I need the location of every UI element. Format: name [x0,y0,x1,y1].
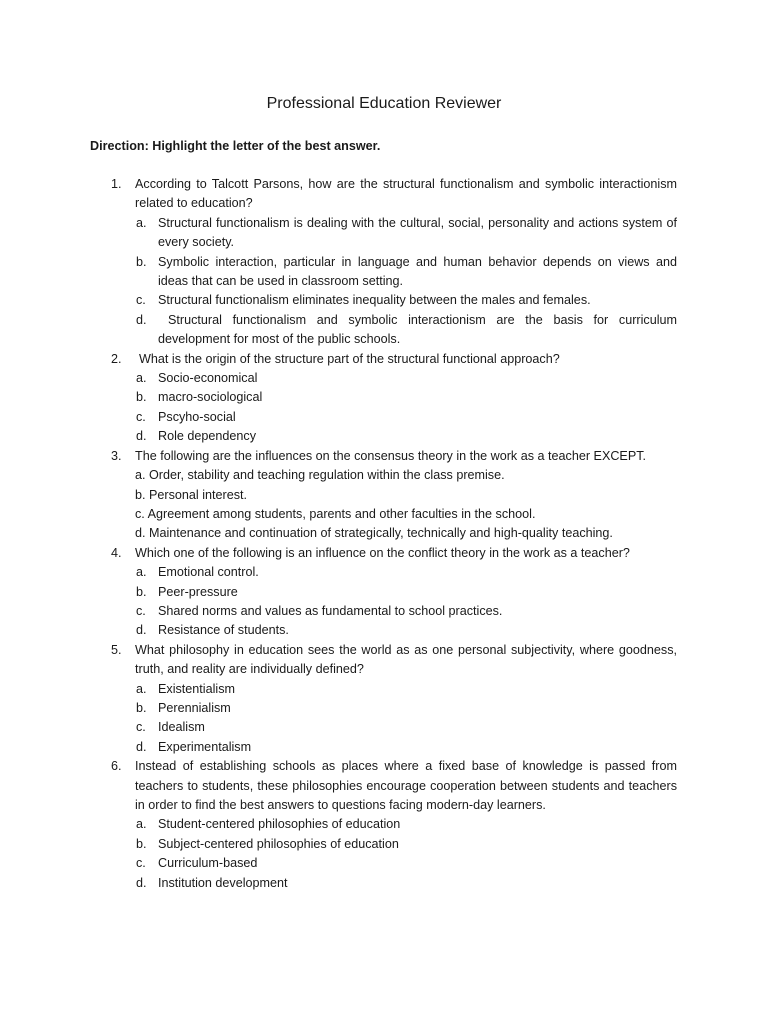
question-1 [111,175,677,214]
option-item [136,835,677,854]
option-letter: a. [136,817,147,832]
option-text: Curriculum-based [158,856,258,871]
option-letter: a. [136,371,147,386]
option-item [136,408,677,427]
option-text: Experimentalism [158,739,252,754]
question-list [0,175,768,893]
option-letter: b. [136,254,147,269]
option-item [136,621,677,640]
option-item [136,854,677,873]
option-item [136,563,677,582]
question-number: 6. [111,759,122,774]
option-item [136,718,677,737]
option-text: Perennialism [158,700,231,715]
option-text: Pscyho-social [158,409,236,424]
question-number: 5. [111,642,122,657]
option-item: a. Order, stability and teaching regulation within the class premise. [135,468,505,483]
option-text: Idealism [158,720,205,735]
option-item [136,815,677,834]
question-number: 2. [111,351,122,366]
option-letter: b. [136,390,147,405]
option-text: Structural functionalism and symbolic interactionism are the basis for curriculum development for most of the public schools. [158,312,677,347]
option-text: Existentialism [158,681,235,696]
question-number: 3. [111,448,122,463]
option-letter: d. [136,875,147,890]
option-item [136,214,677,253]
option-letter: c. [136,409,146,424]
question-text: Which one of the following is an influence on the conflict theory in the work as a teacher? [135,545,630,560]
option-letter: c. [136,720,146,735]
option-item [136,680,677,699]
option-letter: a. [136,681,147,696]
option-item [136,583,677,602]
question-number: 1. [111,177,122,191]
option-letter: a. [136,215,147,230]
option-text: Role dependency [158,429,257,444]
question-text: Instead of establishing schools as places where a fixed base of knowledge is passed from teachers to students, these philosophies encourage cooperation between students and teachers in order to find the best answers to questions facing modern-day learners. [135,759,677,812]
option-item [136,874,677,893]
option-text: Subject-centered philosophies of education [158,836,399,851]
option-item [136,253,677,292]
option-text: macro-sociological [158,390,263,405]
question-text: According to Talcott Parsons, how are the structural functionalism and symbolic interactionism related to education? [135,177,677,211]
option-item [136,738,677,757]
question-2 [111,350,677,369]
option-text: Symbolic interaction, particular in language and human behavior depends on views and ideas that can be used in classroom setting. [158,254,677,289]
option-item: d. Maintenance and continuation of strategically, technically and high-quality teaching. [135,526,613,541]
option-item [136,291,677,310]
option-text: Institution development [158,875,288,890]
option-letter: d. [136,623,147,638]
option-text: Student-centered philosophies of education [158,817,401,832]
question-5 [111,641,677,680]
question-text: What is the origin of the structure part of the structural functional approach? [139,351,560,366]
option-letter: c. [136,856,146,871]
option-text: Structural functionalism is dealing with the cultural, social, personality and actions system of every society. [158,215,677,250]
option-letter: a. [136,565,147,580]
direction-text: Direction: Highlight the letter of the best answer. [90,139,381,153]
option-text: Emotional control. [158,565,259,580]
option-letter: b. [136,700,147,715]
option-text: Peer-pressure [158,584,238,599]
option-item [136,369,677,388]
option-item [136,311,677,350]
option-item: c. Agreement among students, parents and other faculties in the school. [135,506,536,521]
question-number: 4. [111,545,122,560]
option-letter: c. [136,603,146,618]
option-item [136,602,677,621]
question-4 [111,544,677,563]
option-letter: d. [136,312,147,327]
option-letter: b. [136,584,147,599]
question-3 [111,447,677,466]
option-letter: d. [136,429,147,444]
option-text: Socio-economical [158,371,258,386]
option-item [136,388,677,407]
option-text: Shared norms and values as fundamental to school practices. [158,603,503,618]
option-letter: b. [136,836,147,851]
option-text: Structural functionalism eliminates inequality between the males and females. [158,293,591,308]
option-item [136,699,677,718]
question-text: What philosophy in education sees the world as as one personal subjectivity, where goodness, truth, and reality are individually defined? [135,642,677,677]
option-letter: d. [136,739,147,754]
option-text: Resistance of students. [158,623,289,638]
option-letter: c. [136,293,146,308]
question-6 [111,757,677,815]
option-item: b. Personal interest. [135,487,248,502]
option-item [136,427,677,446]
page-title: Professional Education Reviewer [266,95,502,112]
question-text: The following are the influences on the consensus theory in the work as a teacher EXCEPT. [135,448,647,463]
